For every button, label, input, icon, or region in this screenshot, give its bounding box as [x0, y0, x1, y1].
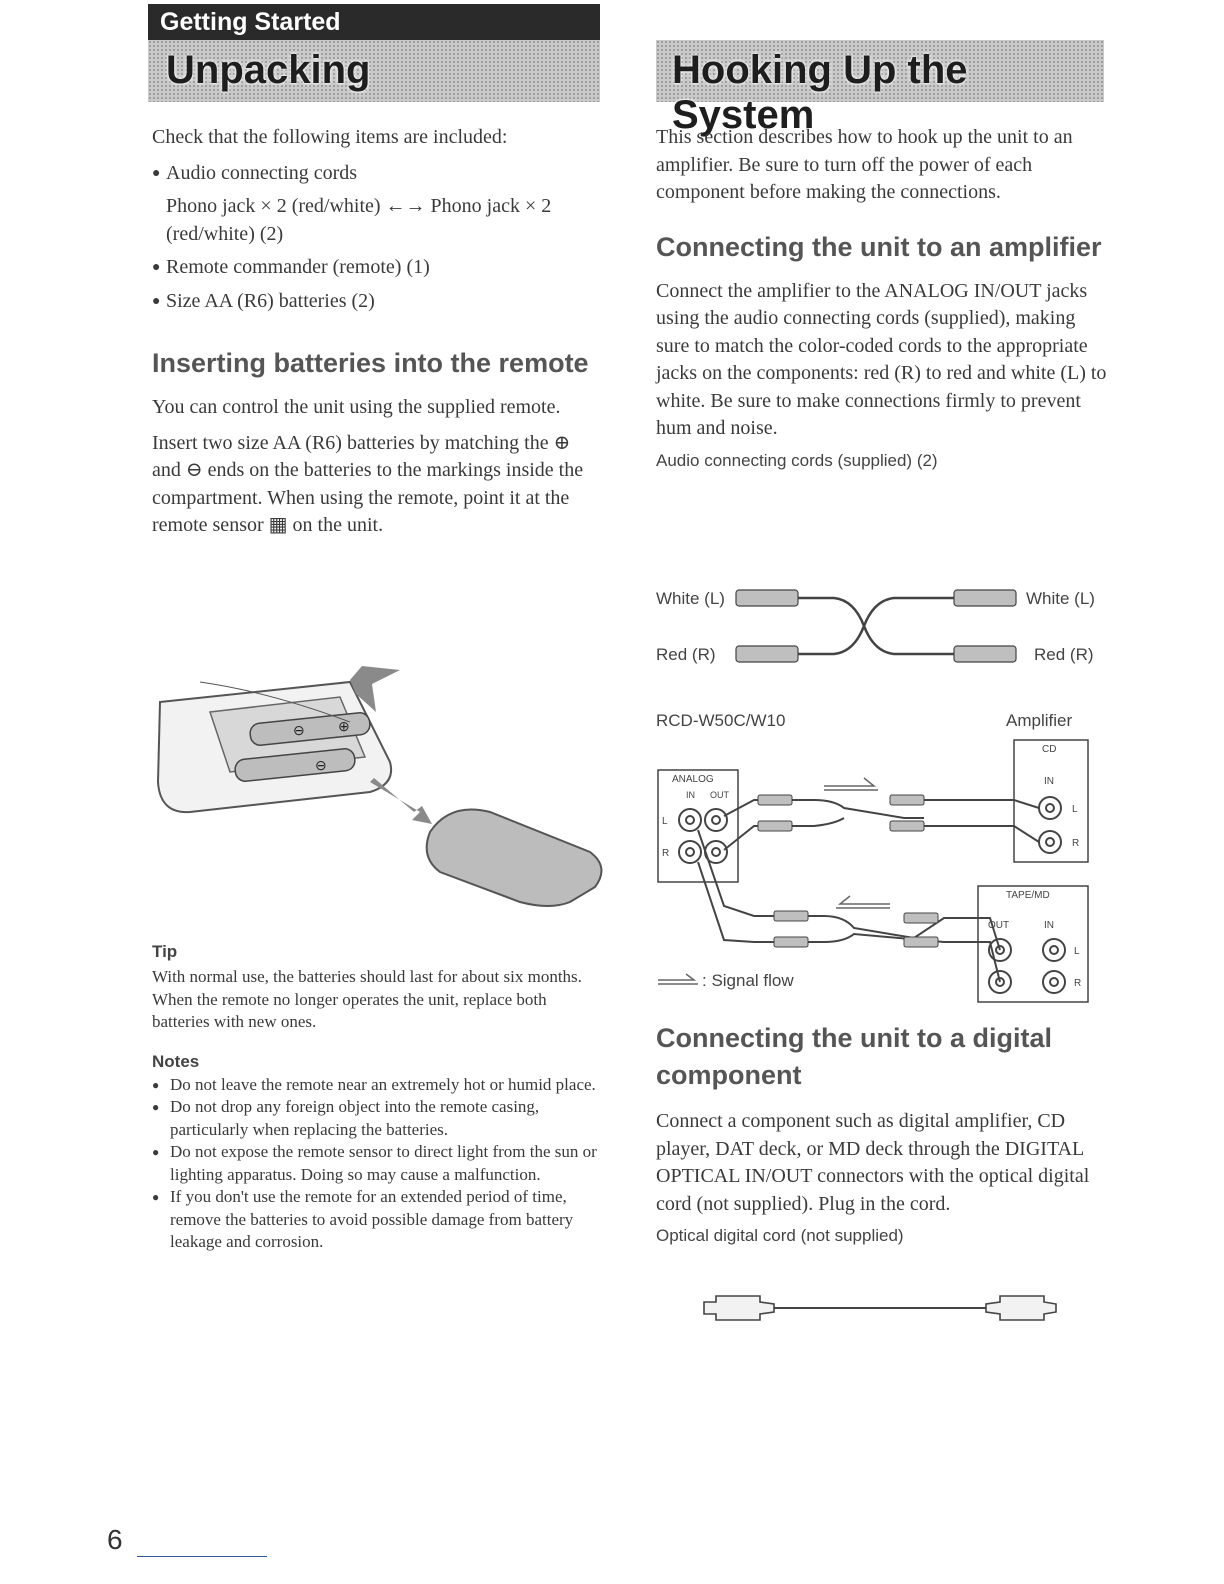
- tape-in-label: IN: [1044, 920, 1054, 931]
- page-number: 6: [107, 1524, 123, 1555]
- cd-r-label: R: [1072, 838, 1080, 849]
- hookup-banner: [656, 40, 1104, 137]
- tip-notes-block: [152, 942, 604, 1254]
- tape-l-label: L: [1074, 946, 1080, 957]
- tape-r-label: R: [1074, 978, 1082, 989]
- left-column: [152, 124, 602, 548]
- unpacking-list: [152, 160, 602, 316]
- plug-icon: [954, 590, 1016, 606]
- unpacking-banner: [148, 40, 600, 102]
- plug-icon: [954, 646, 1016, 662]
- list-item: ● Size AA (R6) batteries (2): [152, 289, 375, 312]
- digital-section: [656, 1020, 1108, 1246]
- tape-out-label: OUT: [988, 920, 1010, 931]
- plug-icon: [758, 795, 792, 805]
- unit-l-label: L: [662, 816, 668, 827]
- note-item: ● If you don't use the remote for an extended period of time, remove the batteries to avoid possible damage from battery leakage and corrosion.: [152, 1187, 574, 1251]
- hookup-diagram: [654, 706, 1110, 1010]
- section-tab: Getting Started: [148, 4, 600, 40]
- signal-flow-arrow-icon: [836, 896, 890, 908]
- digital-heading: Connecting the unit to a digital component: [656, 1023, 1052, 1090]
- optical-cord-illustration: [700, 1288, 1080, 1328]
- list-item: ● Remote commander (remote) (1): [152, 256, 430, 278]
- tip-heading: Tip: [152, 942, 178, 961]
- signal-flow-arrow-icon: [824, 778, 878, 790]
- slide-arrow-icon: [370, 778, 432, 824]
- hookup-intro: This section describes how to hook up the unit to an amplifier. Be sure to turn off the power of each component before making the connections.: [656, 126, 1073, 203]
- cord-caption: Audio connecting cords (supplied) (2): [656, 450, 938, 470]
- audio-cord-illustration: [654, 578, 1110, 678]
- amplifier-heading: Connecting the unit to an amplifier: [656, 231, 1102, 262]
- list-item: ● Audio connecting cords: [152, 161, 358, 184]
- svg-text:⊕: ⊕: [338, 718, 350, 734]
- note-item: ● Do not expose the remote sensor to direct light from the sun or lighting apparatus. Doing so may cause a malfunction.: [152, 1142, 597, 1184]
- optical-plug-icon: [986, 1296, 1056, 1320]
- svg-text:⊖: ⊖: [293, 722, 305, 738]
- plug-icon: [890, 795, 924, 805]
- unpacking-title: Unpacking: [166, 48, 371, 92]
- svg-text:⊖: ⊖: [315, 757, 327, 773]
- red-left-label: Red (R): [656, 645, 716, 664]
- notes-heading: Notes: [152, 1051, 200, 1071]
- optical-plug-icon: [704, 1296, 774, 1320]
- plug-icon: [758, 821, 792, 831]
- note-item: ● Do not leave the remote near an extremely hot or humid place.: [152, 1074, 596, 1094]
- plug-icon: [774, 937, 808, 947]
- plug-icon: [904, 913, 938, 923]
- amplifier-text: Connect the amplifier to the ANALOG IN/OUT jacks using the audio connecting cords (supplied), making sure to match the color-coded cords to the appropriate jacks on the components: red (R) to red and white (L) to white. Be sure to make connections firmly to prevent hum and noise.: [656, 279, 1107, 439]
- signal-flow-legend-icon: [658, 974, 698, 984]
- cd-l-label: L: [1072, 804, 1078, 815]
- plug-icon: [736, 646, 798, 662]
- unit-label: RCD-W50C/W10: [656, 711, 786, 730]
- battery-lid: [427, 810, 602, 907]
- digital-text: Connect a component such as digital amplifier, CD player, DAT deck, or MD deck through the DIGITAL OPTICAL IN/OUT connectors with the optical digital cord (not supplied). Plug in the cord.: [656, 1110, 1090, 1215]
- plug-icon: [736, 590, 798, 606]
- plug-icon: [890, 821, 924, 831]
- amp-label: Amplifier: [1006, 711, 1073, 730]
- red-right-label: Red (R): [1034, 645, 1094, 664]
- analog-out-label: OUT: [710, 790, 729, 800]
- batteries-para-1: You can control the unit using the supplied remote.: [152, 396, 561, 418]
- cd-label: CD: [1042, 744, 1057, 755]
- plug-icon: [774, 911, 808, 921]
- note-item: ● Do not drop any foreign object into the remote casing, particularly when replacing the batteries.: [152, 1097, 540, 1139]
- plug-icon: [904, 937, 938, 947]
- white-right-label: White (L): [1026, 589, 1095, 608]
- unit-r-label: R: [662, 848, 670, 859]
- cord-detail: Phono jack × 2 (red/white) ←→ Phono jack × 2 (red/white) (2): [166, 195, 552, 245]
- optical-caption: Optical digital cord (not supplied): [656, 1226, 904, 1245]
- hookup-title: Hooking Up the System: [672, 48, 968, 137]
- tip-text: With normal use, the batteries should last for about six months. When the remote no longer operates the unit, replace both batteries with new ones.: [152, 967, 582, 1031]
- unpacking-intro: Check that the following items are included:: [152, 126, 508, 148]
- batteries-para-2: Insert two size AA (R6) batteries by matching the ⊕ and ⊖ ends on the batteries to the markings inside the compartment. When using the remote, point it at the remote sensor ▦ on the unit.: [152, 431, 584, 536]
- cd-in-label: IN: [1044, 776, 1054, 787]
- batteries-heading: Inserting batteries into the remote: [152, 348, 589, 378]
- remote-battery-illustration: [150, 662, 610, 924]
- notes-list: [152, 1074, 604, 1254]
- page-rule: [137, 1556, 267, 1557]
- white-left-label: White (L): [656, 589, 725, 608]
- signal-flow-label: : Signal flow: [702, 971, 794, 990]
- right-column: [656, 124, 1108, 471]
- analog-label: ANALOG: [672, 774, 714, 785]
- tape-label: TAPE/MD: [1006, 890, 1050, 901]
- analog-in-label: IN: [686, 790, 695, 800]
